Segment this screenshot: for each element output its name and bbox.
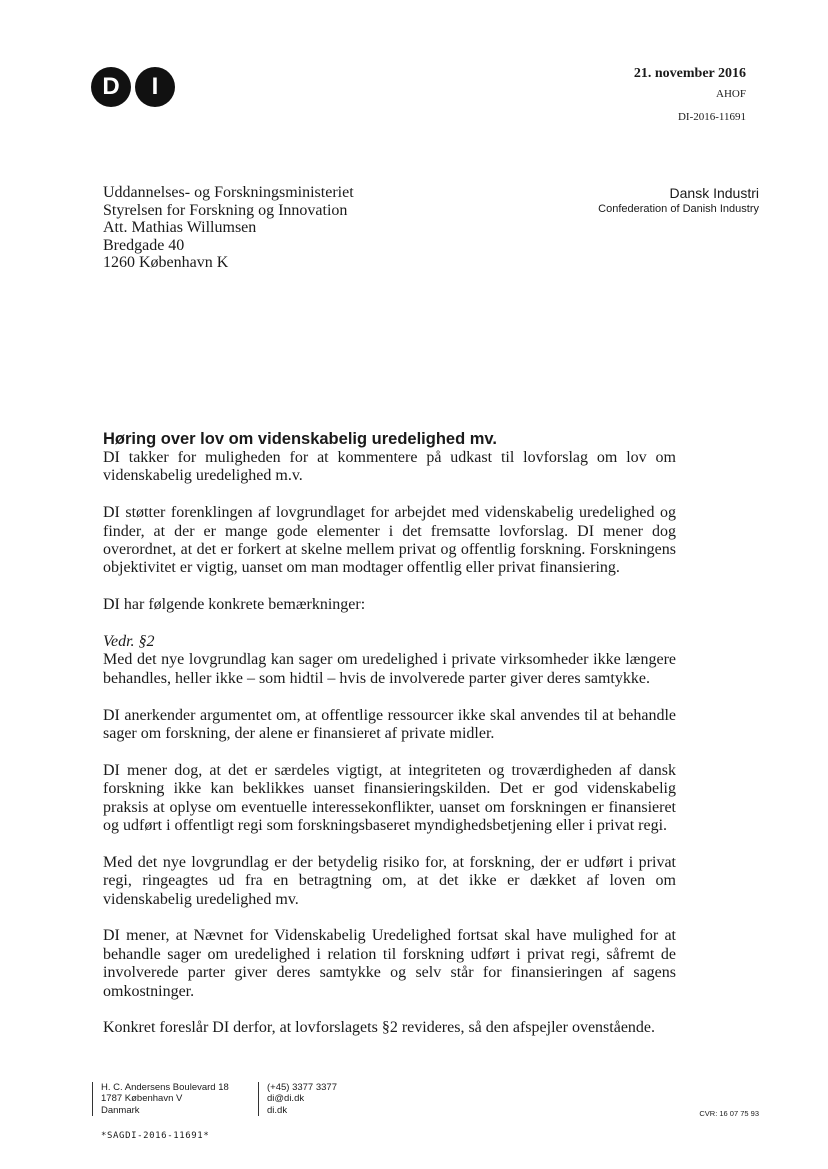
logo-letter-d: D: [91, 67, 131, 107]
author-initials: AHOF: [716, 88, 746, 100]
recipient-line: 1260 København K: [103, 254, 229, 271]
di-logo: [91, 67, 177, 107]
recipient-line: Styrelsen for Forskning og Innovation: [103, 201, 348, 219]
sender-subtitle: Confederation of Danish Industry: [598, 203, 759, 215]
letter-body: [103, 449, 676, 1056]
recipient-line: Att. Mathias Willumsen: [103, 219, 257, 236]
body-paragraph: DI støtter forenklingen af lovgrundlaget for arbejdet med videnskabelig uredelighed og finder, at der er mange gode elementer i det fremsatte lovforslag. DI mener dog overordnet, at det er forkert at skelne mellem privat og offentlig forskning. Forskningens objektivitet er vigtig, uanset om man modtager offentlig eller privat finansiering.: [103, 504, 676, 577]
footer-address-line: Danmark: [101, 1104, 140, 1116]
sender-name: Dansk Industri: [669, 185, 759, 201]
footer-address-line: H. C. Andersens Boulevard 18: [101, 1082, 229, 1093]
body-paragraph: DI mener dog, at det er særdeles vigtigt, at integriteten og troværdigheden af dansk forskning ikke kan beklikkes uanset finansieringskilden. Det er god videnskabelig praksis at oplyse om eventuelle interessekonflikter, uanset om forskningen er finansieret og udført i offentligt regi som forskningsbaseret myndighedsbetjening eller i privat regi.: [103, 761, 676, 835]
body-paragraph: Konkret foreslår DI derfor, at lovforslagets §2 revideres, så den afspejler ovenstående.: [103, 1019, 656, 1037]
barcode-text: *SAGDI-2016-11691*: [101, 1131, 210, 1141]
footer-phone: (+45) 3377 3377: [267, 1082, 337, 1093]
footer-contact: [258, 1082, 337, 1116]
recipient-address: [103, 184, 354, 272]
document-id: DI-2016-11691: [677, 111, 746, 123]
footer-email[interactable]: di@di.dk: [267, 1093, 305, 1105]
body-paragraph: Med det nye lovgrundlag er der betydelig risiko for, at forskning, der er udført i privat regi, ringeagtes ud fra en betragtning om, at det ikke er dækket af loven om videnskabelig uredelighed mv.: [103, 853, 676, 908]
section-heading: Vedr. §2: [103, 633, 155, 651]
footer-address-line: 1787 København V: [101, 1093, 183, 1105]
footer-address: [92, 1082, 229, 1116]
recipient-line: Bredgade 40: [103, 236, 185, 254]
body-paragraph: DI takker for muligheden for at kommentere på udkast til lovforslag om lov om videnskabelig uredelighed m.v.: [103, 449, 676, 485]
body-paragraph: DI har følgende konkrete bemærkninger:: [103, 596, 366, 614]
logo-letter-i: I: [135, 67, 175, 107]
body-paragraph: DI anerkender argumentet om, at offentlige ressourcer ikke skal anvendes til at behandle sager om forskning, der alene er finansieret af private midler.: [103, 706, 676, 743]
letter-subject: Høring over lov om videnskabelig uredelighed mv.: [103, 430, 497, 448]
footer-website[interactable]: di.dk: [267, 1104, 288, 1116]
body-paragraph: Med det nye lovgrundlag kan sager om uredelighed i private virksomheder ikke længere behandles, heller ikke – som hidtil – hvis de involverede parter giver deres samtykke.: [103, 651, 676, 687]
body-paragraph: DI mener, at Nævnet for Videnskabelig Uredelighed fortsat skal have mulighed for at behandle sager om uredelighed i relation til forskning udført i privat regi, såfremt de involverede parter giver deres samtykke og selv står for finansieringen af sagens omkostninger.: [103, 927, 676, 1000]
letter-date: 21. november 2016: [633, 66, 746, 81]
footer-cvr: CVR: 16 07 75 93: [699, 1109, 759, 1118]
recipient-line: Uddannelses- og Forskningsministeriet: [103, 184, 354, 201]
